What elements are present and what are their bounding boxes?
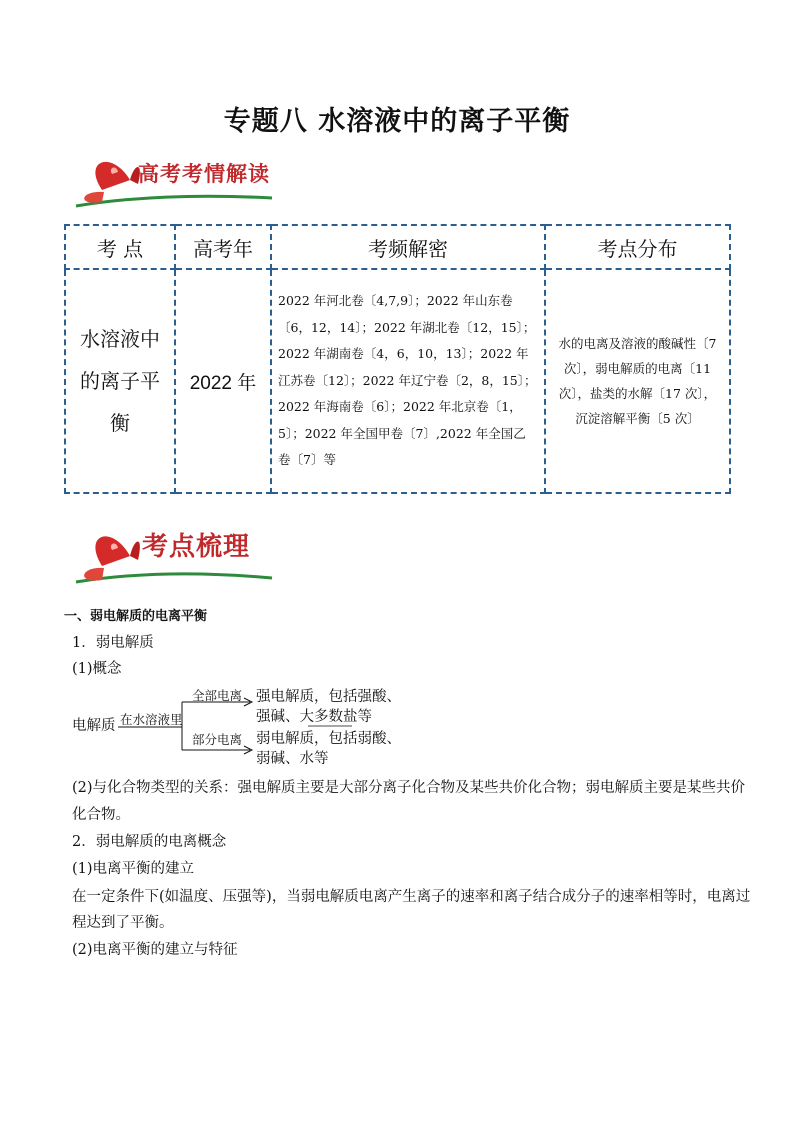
header-cell-distribution: 考点分布	[545, 225, 730, 269]
table-header-row	[65, 225, 730, 269]
cell-year: 2022 年	[175, 269, 271, 493]
frequency-line: 5〕；2022 年全国甲卷〔7〕,2022 年全国乙	[278, 425, 526, 441]
item-heading: 1．弱电解质	[72, 635, 154, 651]
item-heading: 2．弱电解质的电离概念	[72, 834, 227, 850]
header-cell-topic: 考 点	[65, 225, 175, 269]
topic-line: 衡	[110, 411, 130, 435]
paragraph-line: 在一定条件下(如温度、压强等)，当弱电解质电离产生离子的速率和离子结合成分子的速率相等时，电离过	[72, 889, 751, 905]
paragraph-line: (2)与化合物类型的关系：强电解质主要是大部分离子化合物及某些共价化合物；弱电解质主要是某些共价	[72, 780, 746, 796]
sub-item-heading: (2)电离平衡的建立与特征	[72, 942, 238, 958]
exam-info-table	[64, 224, 731, 494]
header-cell-frequency: 考频解密	[271, 225, 545, 269]
diagram-upper-result: 强碱、大多数盐等	[256, 709, 372, 725]
frequency-line: 卷〔7〕等	[278, 452, 336, 468]
frequency-line: 2022 年河北卷〔4,7,9〕；2022 年山东卷	[278, 293, 513, 309]
header-cell-year: 高考年	[175, 225, 271, 269]
cell-frequency	[271, 269, 545, 493]
frequency-line: 〔6，12，14〕；2022 年湖北卷〔12，15〕；	[278, 319, 536, 335]
distribution-line: 次〕，盐类的水解〔17 次〕，	[558, 386, 717, 401]
diagram-root-label: 电解质	[72, 718, 116, 734]
frequency-line: 2022 年湖南卷〔4，6，10，13〕；2022 年	[278, 346, 529, 362]
page-title: 专题八 水溶液中的离子平衡	[223, 106, 571, 137]
distribution-line: 次〕，弱电解质的电离〔11	[563, 361, 712, 376]
diagram-upper-branch-label: 全部电离	[192, 688, 243, 703]
cell-topic	[65, 269, 175, 493]
paragraph-line: 化合物。	[72, 807, 130, 823]
diagram-lower-result: 弱电解质，包括弱酸、	[256, 731, 401, 747]
diagram-upper-result: 强电解质，包括强酸、	[256, 689, 401, 705]
banner-title: 高考考情解读	[138, 161, 270, 186]
diagram-lower-branch-label: 部分电离	[192, 732, 243, 747]
diagram-root-branch-label: 在水溶液里	[120, 712, 183, 727]
frequency-line: 2022 年海南卷〔6〕；2022 年北京卷〔1，	[278, 399, 522, 415]
section-banner-key-points	[72, 524, 292, 590]
sub-item-heading: (1)概念	[72, 661, 122, 677]
banner-title: 考点梳理	[142, 532, 251, 562]
section-heading: 一、弱电解质的电离平衡	[64, 609, 208, 624]
section-banner-exam-analysis	[72, 150, 292, 212]
topic-line: 水溶液中	[80, 327, 160, 351]
frequency-line: 江苏卷〔12〕；2022 年辽宁卷〔2，8，15〕；	[278, 372, 537, 388]
table-row	[65, 269, 730, 493]
electrolyte-classification-diagram	[72, 684, 402, 770]
sub-item-heading: (1)电离平衡的建立	[72, 861, 195, 877]
cell-distribution	[545, 269, 730, 493]
distribution-line: 水的电离及溶液的酸碱性〔7	[558, 336, 717, 351]
paragraph-line: 程达到了平衡。	[72, 915, 174, 931]
topic-line: 的离子平	[80, 369, 160, 393]
distribution-line: 沉淀溶解平衡〔5 次〕	[575, 411, 700, 426]
diagram-lower-result: 弱碱、水等	[256, 751, 329, 767]
